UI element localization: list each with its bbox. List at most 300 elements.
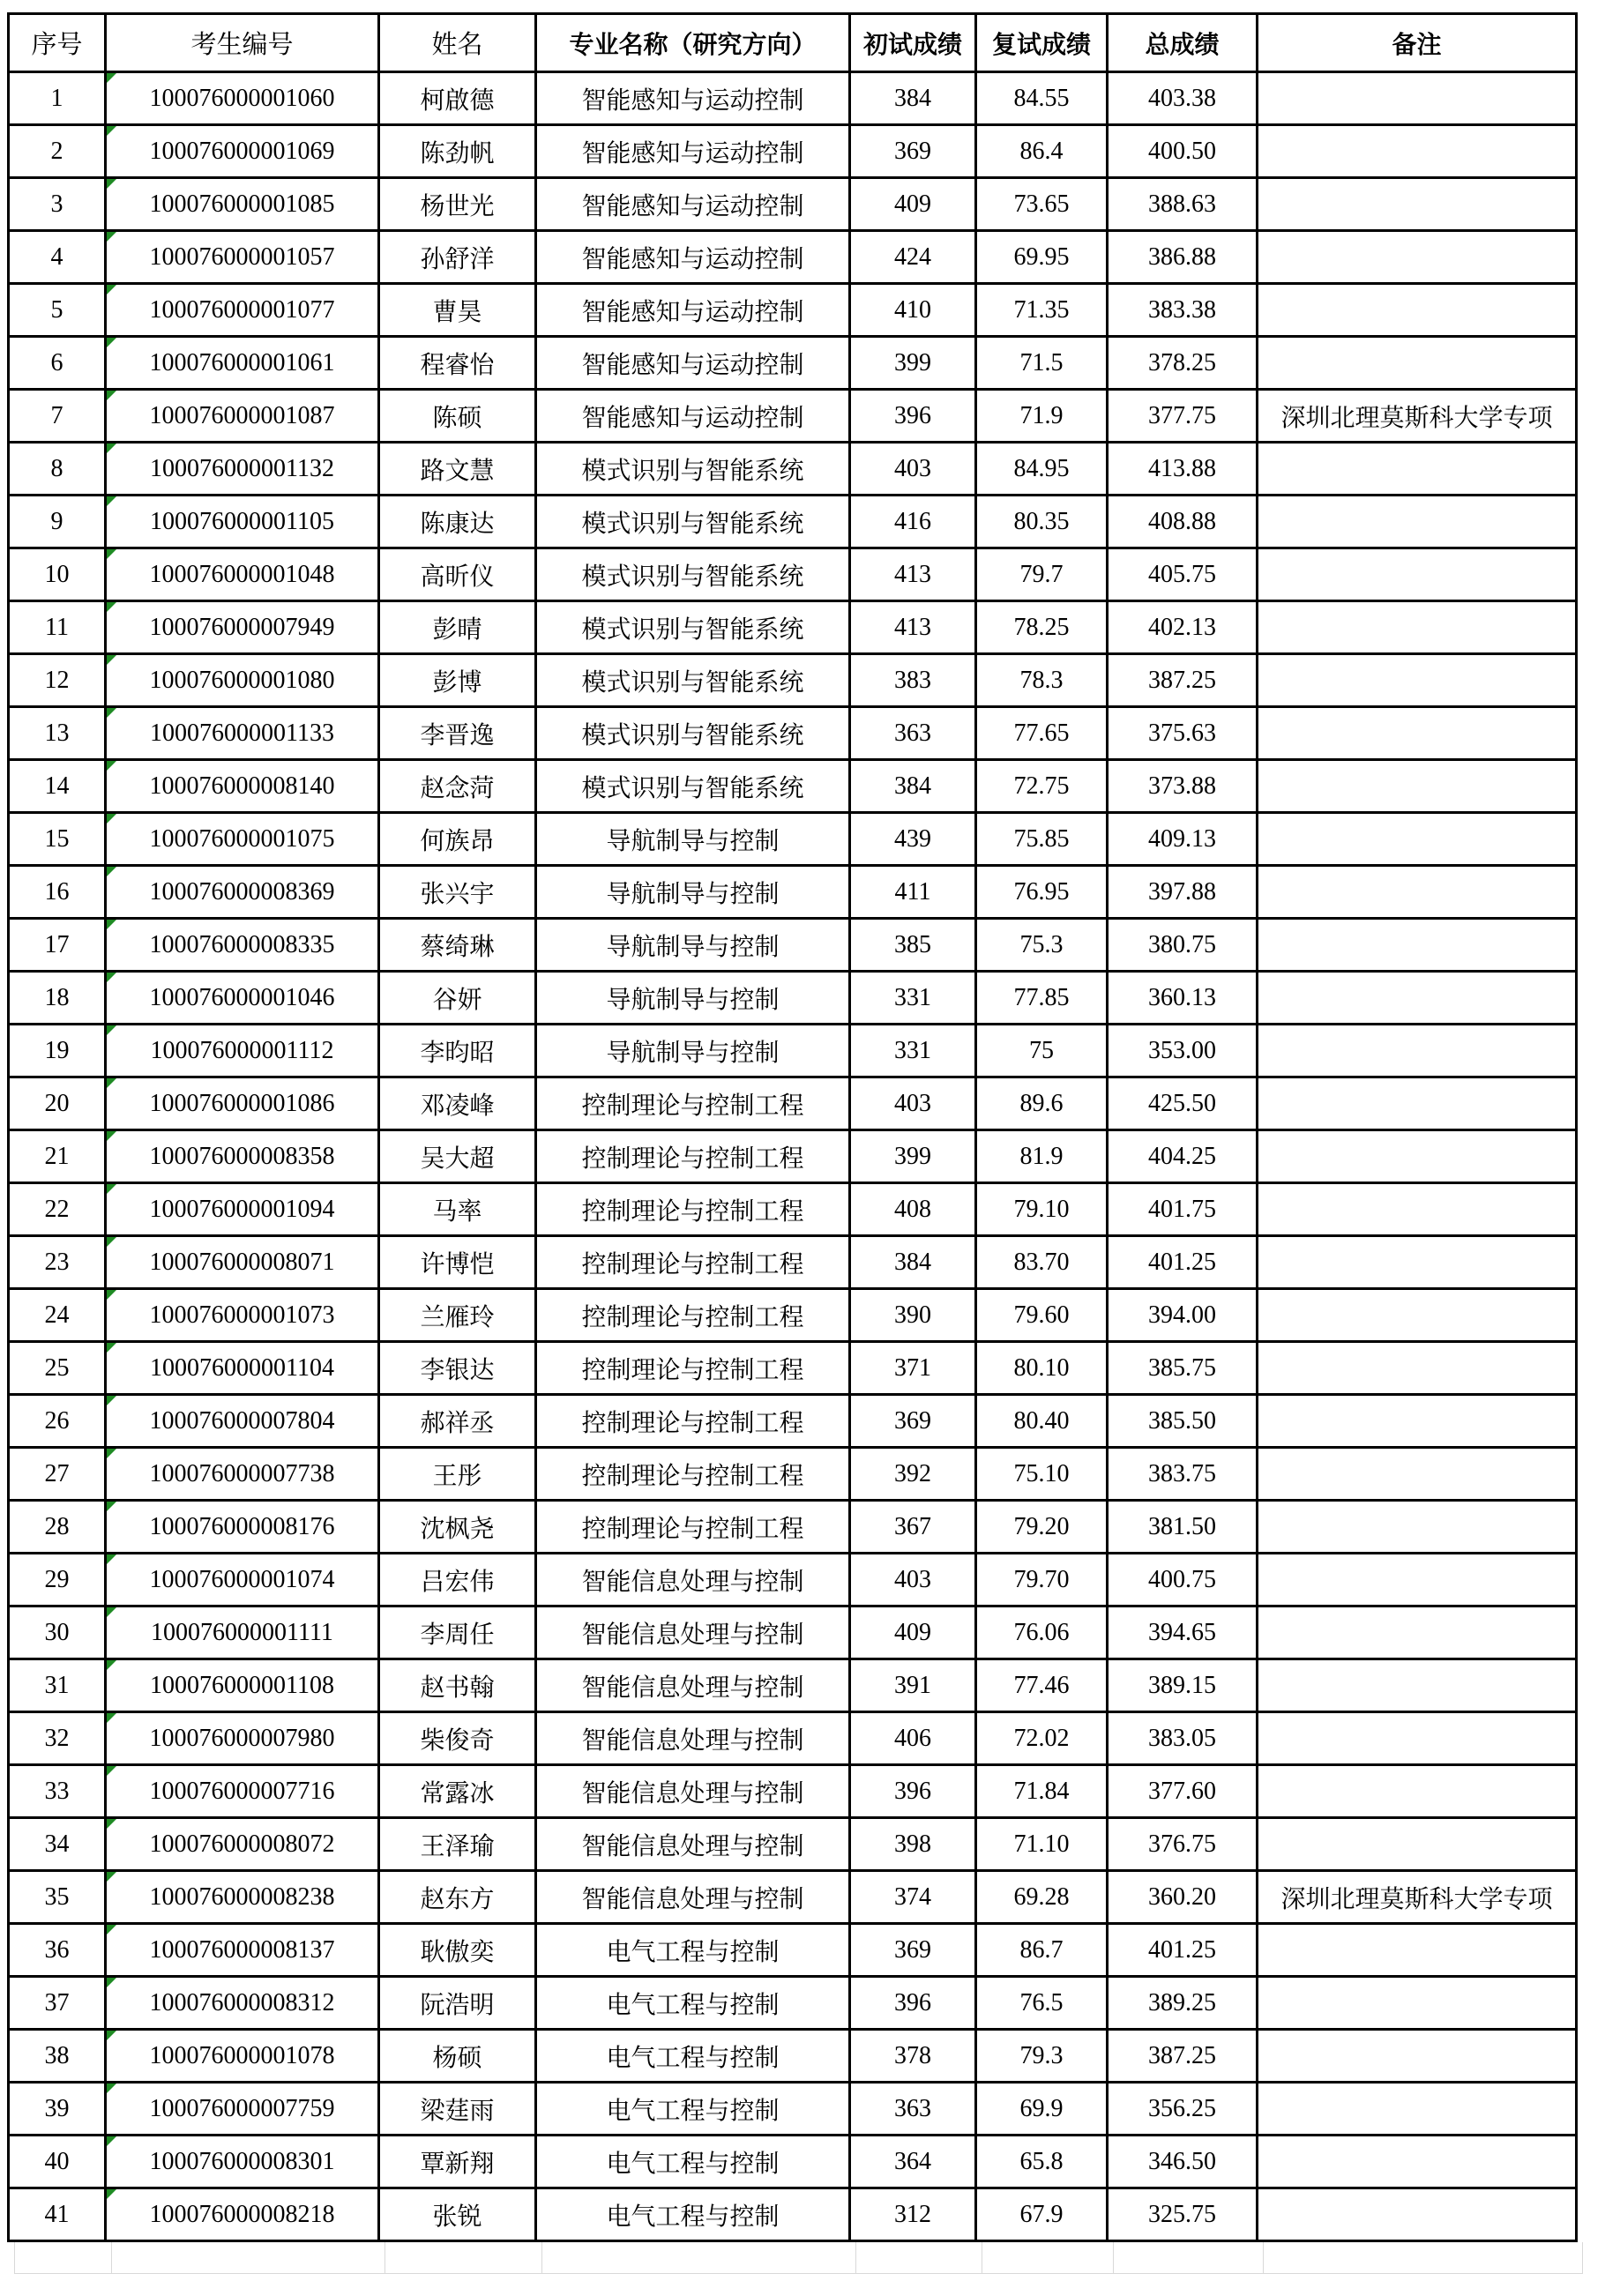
- initial-score: 392: [850, 1448, 976, 1501]
- total-score: 387.25: [1108, 654, 1258, 707]
- retest-score: 79.20: [976, 1501, 1108, 1554]
- retest-score: 89.6: [976, 1077, 1108, 1130]
- remark: [1258, 760, 1577, 813]
- initial-score: 364: [850, 2136, 976, 2188]
- table-row: [9, 813, 1577, 866]
- total-score: 360.13: [1108, 972, 1258, 1025]
- initial-score: 378: [850, 2030, 976, 2083]
- empty-cell: [542, 2242, 856, 2274]
- major-name: 电气工程与控制: [536, 2188, 850, 2241]
- text-format-indicator-icon: [107, 1449, 116, 1458]
- retest-score: 77.65: [976, 707, 1108, 760]
- major-name: 智能信息处理与控制: [536, 1818, 850, 1871]
- major-name: 模式识别与智能系统: [536, 760, 850, 813]
- major-name: 智能感知与运动控制: [536, 390, 850, 443]
- major-name: 控制理论与控制工程: [536, 1077, 850, 1130]
- text-format-indicator-icon: [107, 602, 116, 612]
- major-name: 智能信息处理与控制: [536, 1765, 850, 1818]
- candidate-id-value: 100076000007716: [149, 1777, 335, 1805]
- row-index: 32: [9, 1712, 106, 1765]
- initial-score: 363: [850, 2083, 976, 2136]
- row-index: 15: [9, 813, 106, 866]
- candidate-name: 张兴宇: [379, 866, 536, 919]
- row-index: 37: [9, 1977, 106, 2030]
- text-format-indicator-icon: [107, 1290, 116, 1300]
- retest-score: 77.46: [976, 1659, 1108, 1712]
- column-header: 备注: [1258, 14, 1577, 72]
- retest-score: 69.9: [976, 2083, 1108, 2136]
- candidate-id: [106, 284, 379, 337]
- major-name: 控制理论与控制工程: [536, 1342, 850, 1395]
- candidate-id-value: 100076000001105: [150, 507, 334, 535]
- row-index: 9: [9, 496, 106, 548]
- major-name: 控制理论与控制工程: [536, 1289, 850, 1342]
- empty-cell: [1264, 2242, 1583, 2274]
- text-format-indicator-icon: [107, 2031, 116, 2040]
- retest-score: 71.84: [976, 1765, 1108, 1818]
- text-format-indicator-icon: [107, 867, 116, 876]
- total-score: 413.88: [1108, 443, 1258, 496]
- candidate-id-value: 100076000001057: [149, 242, 335, 271]
- remark: [1258, 1289, 1577, 1342]
- remark: [1258, 72, 1577, 125]
- retest-score: 75: [976, 1025, 1108, 1077]
- total-score: 400.50: [1108, 125, 1258, 178]
- major-name: 控制理论与控制工程: [536, 1236, 850, 1289]
- empty-cell: [112, 2242, 385, 2274]
- candidate-name: 梁莛雨: [379, 2083, 536, 2136]
- row-index: 23: [9, 1236, 106, 1289]
- remark: [1258, 496, 1577, 548]
- major-name: 智能感知与运动控制: [536, 231, 850, 284]
- retest-score: 80.35: [976, 496, 1108, 548]
- table-row: [9, 1712, 1577, 1765]
- candidate-id-value: 100076000008358: [149, 1142, 335, 1170]
- remark: [1258, 813, 1577, 866]
- total-score: 383.75: [1108, 1448, 1258, 1501]
- candidate-id: [106, 654, 379, 707]
- table-row: [9, 1554, 1577, 1606]
- table-row: [9, 1025, 1577, 1077]
- row-index: 25: [9, 1342, 106, 1395]
- row-index: 26: [9, 1395, 106, 1448]
- retest-score: 78.25: [976, 601, 1108, 654]
- row-index: 4: [9, 231, 106, 284]
- row-index: 38: [9, 2030, 106, 2083]
- total-score: 380.75: [1108, 919, 1258, 972]
- initial-score: 391: [850, 1659, 976, 1712]
- total-score: 377.60: [1108, 1765, 1258, 1818]
- initial-score: 312: [850, 2188, 976, 2241]
- candidate-id: [106, 2030, 379, 2083]
- candidate-name: 许博恺: [379, 1236, 536, 1289]
- candidate-name: 李昀昭: [379, 1025, 536, 1077]
- row-index: 41: [9, 2188, 106, 2241]
- total-score: 389.15: [1108, 1659, 1258, 1712]
- retest-score: 84.95: [976, 443, 1108, 496]
- candidate-id-value: 100076000007759: [149, 2094, 335, 2122]
- candidate-id-value: 100076000008140: [149, 772, 335, 800]
- major-name: 电气工程与控制: [536, 2030, 850, 2083]
- row-index: 33: [9, 1765, 106, 1818]
- candidate-name: 李银达: [379, 1342, 536, 1395]
- total-score: 378.25: [1108, 337, 1258, 390]
- table-row: [9, 1448, 1577, 1501]
- row-index: 8: [9, 443, 106, 496]
- candidate-id: [106, 760, 379, 813]
- initial-score: 409: [850, 178, 976, 231]
- remark: [1258, 1025, 1577, 1077]
- candidate-name: 李周任: [379, 1606, 536, 1659]
- text-format-indicator-icon: [107, 1184, 116, 1194]
- row-index: 28: [9, 1501, 106, 1554]
- remark: [1258, 284, 1577, 337]
- table-row: [9, 2083, 1577, 2136]
- total-score: 408.88: [1108, 496, 1258, 548]
- candidate-name: 柴俊奇: [379, 1712, 536, 1765]
- candidate-name: 高昕仪: [379, 548, 536, 601]
- row-index: 36: [9, 1924, 106, 1977]
- candidate-name: 郝祥丞: [379, 1395, 536, 1448]
- candidate-id: [106, 1924, 379, 1977]
- retest-score: 83.70: [976, 1236, 1108, 1289]
- major-name: 电气工程与控制: [536, 1977, 850, 2030]
- row-index: 13: [9, 707, 106, 760]
- candidate-id: [106, 548, 379, 601]
- total-score: 385.75: [1108, 1342, 1258, 1395]
- retest-score: 81.9: [976, 1130, 1108, 1183]
- total-score: 377.75: [1108, 390, 1258, 443]
- table-row: [9, 1977, 1577, 2030]
- text-format-indicator-icon: [107, 1025, 116, 1035]
- text-format-indicator-icon: [107, 1502, 116, 1511]
- remark: [1258, 1712, 1577, 1765]
- candidate-name: 杨硕: [379, 2030, 536, 2083]
- text-format-indicator-icon: [107, 1872, 116, 1882]
- remark: [1258, 1448, 1577, 1501]
- total-score: 404.25: [1108, 1130, 1258, 1183]
- candidate-name: 吕宏伟: [379, 1554, 536, 1606]
- text-format-indicator-icon: [107, 2136, 116, 2146]
- candidate-name: 耿傲奕: [379, 1924, 536, 1977]
- major-name: 智能感知与运动控制: [536, 284, 850, 337]
- retest-score: 86.4: [976, 125, 1108, 178]
- total-score: 394.00: [1108, 1289, 1258, 1342]
- initial-score: 403: [850, 1077, 976, 1130]
- initial-score: 411: [850, 866, 976, 919]
- table-row: [9, 178, 1577, 231]
- remark: [1258, 972, 1577, 1025]
- table-row: [9, 284, 1577, 337]
- total-score: 394.65: [1108, 1606, 1258, 1659]
- column-header: 复试成绩: [976, 14, 1108, 72]
- candidate-name: 张锐: [379, 2188, 536, 2241]
- retest-score: 86.7: [976, 1924, 1108, 1977]
- major-name: 智能信息处理与控制: [536, 1712, 850, 1765]
- candidate-id: [106, 390, 379, 443]
- text-format-indicator-icon: [107, 1925, 116, 1934]
- total-score: 401.75: [1108, 1183, 1258, 1236]
- text-format-indicator-icon: [107, 1978, 116, 1987]
- candidate-id: [106, 866, 379, 919]
- retest-score: 76.5: [976, 1977, 1108, 2030]
- candidate-id-value: 100076000001078: [149, 2041, 335, 2069]
- candidate-id: [106, 1818, 379, 1871]
- text-format-indicator-icon: [107, 73, 116, 83]
- table-row: [9, 125, 1577, 178]
- major-name: 电气工程与控制: [536, 1924, 850, 1977]
- row-index: 10: [9, 548, 106, 601]
- empty-cell: [982, 2242, 1114, 2274]
- candidate-id-value: 100076000001069: [149, 137, 335, 165]
- candidate-id-value: 100076000001104: [150, 1353, 334, 1382]
- major-name: 控制理论与控制工程: [536, 1130, 850, 1183]
- total-score: 402.13: [1108, 601, 1258, 654]
- row-index: 20: [9, 1077, 106, 1130]
- total-score: 387.25: [1108, 2030, 1258, 2083]
- text-format-indicator-icon: [107, 1078, 116, 1088]
- remark: [1258, 919, 1577, 972]
- initial-score: 369: [850, 1395, 976, 1448]
- retest-score: 75.85: [976, 813, 1108, 866]
- initial-score: 390: [850, 1289, 976, 1342]
- candidate-id-value: 100076000007738: [149, 1459, 335, 1487]
- major-name: 智能信息处理与控制: [536, 1659, 850, 1712]
- table-row: [9, 1924, 1577, 1977]
- table-row: [9, 866, 1577, 919]
- retest-score: 71.9: [976, 390, 1108, 443]
- row-index: 16: [9, 866, 106, 919]
- total-score: 401.25: [1108, 1236, 1258, 1289]
- total-score: 353.00: [1108, 1025, 1258, 1077]
- remark: [1258, 1606, 1577, 1659]
- candidate-id-value: 100076000001112: [150, 1036, 334, 1064]
- retest-score: 69.95: [976, 231, 1108, 284]
- remark: [1258, 178, 1577, 231]
- table-row: [9, 72, 1577, 125]
- major-name: 智能感知与运动控制: [536, 72, 850, 125]
- row-index: 22: [9, 1183, 106, 1236]
- major-name: 导航制导与控制: [536, 919, 850, 972]
- table-row: [9, 1342, 1577, 1395]
- candidate-id-value: 100076000001086: [149, 1089, 335, 1117]
- admission-results-table: [7, 12, 1578, 2242]
- candidate-id: [106, 496, 379, 548]
- text-format-indicator-icon: [107, 2189, 116, 2199]
- candidate-id-value: 100076000007804: [149, 1406, 335, 1435]
- initial-score: 374: [850, 1871, 976, 1924]
- remark: [1258, 337, 1577, 390]
- remark: [1258, 1765, 1577, 1818]
- row-index: 18: [9, 972, 106, 1025]
- retest-score: 71.5: [976, 337, 1108, 390]
- row-index: 6: [9, 337, 106, 390]
- table-row: [9, 1501, 1577, 1554]
- column-header: 序号: [9, 14, 106, 72]
- text-format-indicator-icon: [107, 1131, 116, 1141]
- text-format-indicator-icon: [107, 1766, 116, 1776]
- remark: [1258, 443, 1577, 496]
- text-format-indicator-icon: [107, 444, 116, 453]
- retest-score: 79.70: [976, 1554, 1108, 1606]
- remark: 深圳北理莫斯科大学专项: [1258, 1871, 1577, 1924]
- row-index: 17: [9, 919, 106, 972]
- major-name: 智能信息处理与控制: [536, 1871, 850, 1924]
- candidate-id-value: 100076000001074: [149, 1565, 335, 1593]
- table-row: [9, 231, 1577, 284]
- candidate-id-value: 100076000001085: [149, 190, 335, 218]
- remark: [1258, 125, 1577, 178]
- candidate-id-value: 100076000001048: [149, 560, 335, 588]
- remark: [1258, 1659, 1577, 1712]
- table-row: [9, 1871, 1577, 1924]
- candidate-name: 李晋逸: [379, 707, 536, 760]
- retest-score: 79.10: [976, 1183, 1108, 1236]
- remark: [1258, 1183, 1577, 1236]
- initial-score: 331: [850, 972, 976, 1025]
- total-score: 383.38: [1108, 284, 1258, 337]
- row-index: 40: [9, 2136, 106, 2188]
- text-format-indicator-icon: [107, 761, 116, 771]
- total-score: 409.13: [1108, 813, 1258, 866]
- candidate-id: [106, 1554, 379, 1606]
- table-row: [9, 337, 1577, 390]
- candidate-id: [106, 1236, 379, 1289]
- table-row: [9, 548, 1577, 601]
- text-format-indicator-icon: [107, 126, 116, 136]
- initial-score: 396: [850, 1765, 976, 1818]
- candidate-id: [106, 1395, 379, 1448]
- text-format-indicator-icon: [107, 549, 116, 559]
- total-score: 425.50: [1108, 1077, 1258, 1130]
- major-name: 电气工程与控制: [536, 2136, 850, 2188]
- candidate-id: [106, 1077, 379, 1130]
- table-row: [9, 1183, 1577, 1236]
- text-format-indicator-icon: [107, 1396, 116, 1405]
- total-score: 346.50: [1108, 2136, 1258, 2188]
- text-format-indicator-icon: [107, 1554, 116, 1564]
- retest-score: 72.02: [976, 1712, 1108, 1765]
- retest-score: 69.28: [976, 1871, 1108, 1924]
- candidate-id-value: 100076000001075: [149, 824, 335, 853]
- remark: [1258, 707, 1577, 760]
- candidate-id: [106, 1712, 379, 1765]
- retest-score: 71.10: [976, 1818, 1108, 1871]
- remark: [1258, 548, 1577, 601]
- initial-score: 413: [850, 548, 976, 601]
- table-row: [9, 601, 1577, 654]
- total-score: 376.75: [1108, 1818, 1258, 1871]
- text-format-indicator-icon: [107, 655, 116, 665]
- table-row: [9, 1289, 1577, 1342]
- column-header: 考生编号: [106, 14, 379, 72]
- total-score: 388.63: [1108, 178, 1258, 231]
- candidate-name: 赵东方: [379, 1871, 536, 1924]
- major-name: 智能感知与运动控制: [536, 125, 850, 178]
- candidate-id: [106, 1606, 379, 1659]
- candidate-name: 常露冰: [379, 1765, 536, 1818]
- candidate-name: 杨世光: [379, 178, 536, 231]
- candidate-name: 程睿怡: [379, 337, 536, 390]
- major-name: 导航制导与控制: [536, 1025, 850, 1077]
- major-name: 控制理论与控制工程: [536, 1395, 850, 1448]
- candidate-id: [106, 2188, 379, 2241]
- table-row: [9, 1606, 1577, 1659]
- initial-score: 331: [850, 1025, 976, 1077]
- candidate-id: [106, 2136, 379, 2188]
- remark: [1258, 1395, 1577, 1448]
- text-format-indicator-icon: [107, 708, 116, 718]
- candidate-name: 彭晴: [379, 601, 536, 654]
- candidate-id-value: 100076000001132: [150, 454, 334, 482]
- empty-cell: [385, 2242, 542, 2274]
- remark: [1258, 2188, 1577, 2241]
- initial-score: 403: [850, 1554, 976, 1606]
- candidate-id-value: 100076000008312: [149, 1988, 335, 2016]
- candidate-id-value: 100076000008301: [149, 2147, 335, 2175]
- initial-score: 399: [850, 337, 976, 390]
- major-name: 控制理论与控制工程: [536, 1183, 850, 1236]
- major-name: 控制理论与控制工程: [536, 1501, 850, 1554]
- candidate-name: 路文慧: [379, 443, 536, 496]
- row-index: 27: [9, 1448, 106, 1501]
- candidate-id: [106, 919, 379, 972]
- text-format-indicator-icon: [107, 391, 116, 400]
- row-index: 7: [9, 390, 106, 443]
- initial-score: 371: [850, 1342, 976, 1395]
- major-name: 智能感知与运动控制: [536, 178, 850, 231]
- remark: [1258, 2136, 1577, 2188]
- initial-score: 424: [850, 231, 976, 284]
- table-row: [9, 972, 1577, 1025]
- initial-score: 408: [850, 1183, 976, 1236]
- text-format-indicator-icon: [107, 285, 116, 294]
- remark: [1258, 654, 1577, 707]
- candidate-id: [106, 231, 379, 284]
- retest-score: 78.3: [976, 654, 1108, 707]
- remark: [1258, 2083, 1577, 2136]
- remark: 深圳北理莫斯科大学专项: [1258, 390, 1577, 443]
- major-name: 智能信息处理与控制: [536, 1554, 850, 1606]
- major-name: 模式识别与智能系统: [536, 548, 850, 601]
- text-format-indicator-icon: [107, 814, 116, 824]
- row-index: 1: [9, 72, 106, 125]
- candidate-id: [106, 337, 379, 390]
- candidate-id-value: 100076000007980: [149, 1724, 335, 1752]
- candidate-name: 曹昊: [379, 284, 536, 337]
- total-score: 397.88: [1108, 866, 1258, 919]
- major-name: 模式识别与智能系统: [536, 654, 850, 707]
- major-name: 智能信息处理与控制: [536, 1606, 850, 1659]
- table-row: [9, 654, 1577, 707]
- row-index: 39: [9, 2083, 106, 2136]
- column-header: 专业名称（研究方向）: [536, 14, 850, 72]
- table-row: [9, 707, 1577, 760]
- row-index: 31: [9, 1659, 106, 1712]
- retest-score: 71.35: [976, 284, 1108, 337]
- candidate-id: [106, 1871, 379, 1924]
- initial-score: 406: [850, 1712, 976, 1765]
- row-index: 5: [9, 284, 106, 337]
- candidate-name: 谷妍: [379, 972, 536, 1025]
- candidate-id: [106, 443, 379, 496]
- candidate-id: [106, 1183, 379, 1236]
- empty-grid-cells: [15, 2242, 1583, 2274]
- text-format-indicator-icon: [107, 232, 116, 242]
- candidate-id: [106, 813, 379, 866]
- initial-score: 439: [850, 813, 976, 866]
- table-row: [9, 1818, 1577, 1871]
